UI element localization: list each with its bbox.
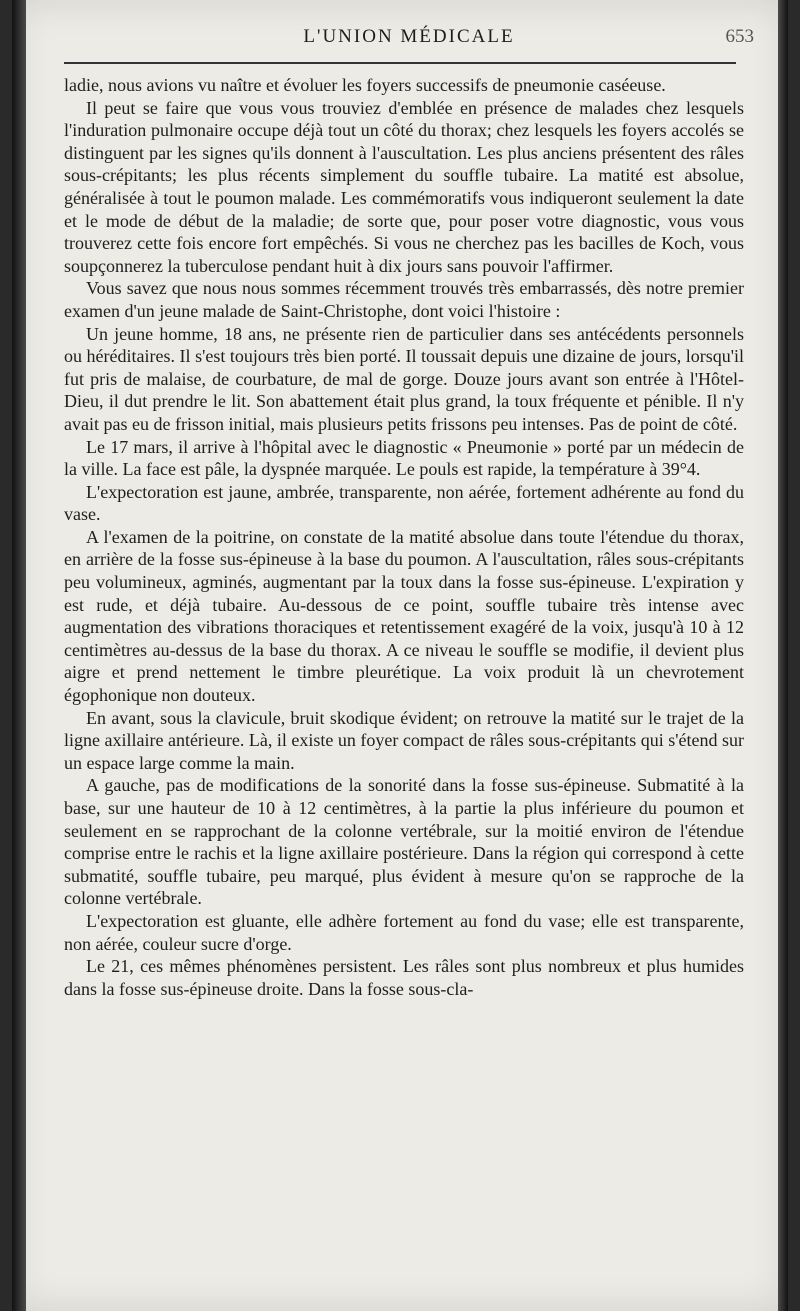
paragraph: A l'examen de la poitrine, on constate de la matité absolue dans toute l'étendue du thorax, en arrière de la fosse sus-épineuse à la base du poumon. A l'auscultation, râles sous-crépitants peu volumineux, agminés, augmentant par la toux dans la fosse sus-épineuse. L'expiration y est rude, et déjà tubaire. Au-dessous de ce point, souffle tubaire très intense avec augmentation des vibrations thoraciques et retentissement exagéré de la voix, jusqu'à 10 à 12 centimètres au-dessus de la base du thorax. A ce niveau le souffle se modifie, il devient plus aigre et prend nettement le timbre pleurétique. La voix produit là un chevrotement égophonique non douteux.	[64, 526, 744, 706]
paragraph: L'expectoration est jaune, ambrée, transparente, non aérée, fortement adhérente au fond du vase.	[64, 481, 744, 525]
page-right-edge	[778, 0, 788, 1311]
page-left-edge	[12, 0, 26, 1311]
paragraph: Le 21, ces mêmes phénomènes persistent. Les râles sont plus nombreux et plus humides dans la fosse sus-épineuse droite. Dans la fosse sous-cla-	[64, 956, 744, 999]
header-rule	[64, 62, 736, 64]
paragraph: A gauche, pas de modifications de la sonorité dans la fosse sus-épineuse. Submatité à la base, sur une hauteur de 10 à 12 centimètres, à la partie la plus inférieure du poumon et seulement en se rapprochant de la colonne vertébrale, sur la moitié environ de l'étendue comprise entre le rachis et la ligne axillaire postérieure. Dans la région qui correspond à cette submatité, souffle tubaire, peu marqué, plus évident à mesure qu'on se rapproche de la colonne vertébrale.	[64, 775, 744, 909]
page-number: 653	[725, 26, 754, 47]
paragraph: Vous savez que nous nous sommes récemment trouvés très embarrassés, dès notre premier examen d'un jeune malade de Saint-Christophe, dont voici l'histoire :	[64, 278, 744, 321]
paragraph: L'expectoration est gluante, elle adhère fortement au fond du vase; elle est transparente, non aérée, couleur sucre d'orge.	[64, 910, 744, 954]
paragraph: Un jeune homme, 18 ans, ne présente rien de particulier dans ses antécédents personnels ou héréditaires. Il s'est toujours très bien porté. Il toussait depuis une dizaine de jours, lorsqu'il fut pris de malaise, de courbature, de mal de gorge. Douze jours avant son entrée à l'Hôtel-Dieu, il dut prendre le lit. Son abattement était plus grand, la toux fréquente et pénible. Il n'y avait pas eu de frisson initial, mais plusieurs petits frissons peu intenses. Pas de point de côté.	[64, 323, 744, 434]
paragraph: ladie, nous avions vu naître et évoluer les foyers successifs de pneumonie caséeuse.	[64, 75, 666, 95]
journal-title: L'UNION MÉDICALE	[303, 26, 515, 47]
paragraph: En avant, sous la clavicule, bruit skodique évident; on retrouve la matité sur le trajet de la ligne axillaire antérieure. Là, il existe un foyer compact de râles sous-crépitants qui s'étend sur un espace large comme la main.	[64, 707, 744, 773]
running-header	[64, 26, 754, 56]
paragraph: Le 17 mars, il arrive à l'hôpital avec le diagnostic « Pneumonie » porté par un médecin de la ville. La face est pâle, la dyspnée marquée. Le pouls est rapide, la température à 39°4.	[64, 436, 744, 480]
paragraph: Il peut se faire que vous vous trouviez d'emblée en présence de malades chez lesquels l'induration pulmonaire occupe déjà tout un côté du thorax; chez lesquels les foyers accolés se distinguent par les signes qu'ils donnent à l'auscultation. Les plus anciens présentent des râles sous-crépitants; les plus récents simplement du souffle tubaire. La matité est absolue, généralisée à tout le poumon malade. Les commémoratifs vous indiqueront seulement la date et le mode de début de la maladie; de sorte que, pour poser votre diagnostic, vous vous trouverez cette fois encore fort empêchés. Si vous ne cherchez pas les bacilles de Koch, vous soupçonnerez la tuberculose pendant huit à dix jours sans pouvoir l'affirmer.	[64, 97, 744, 276]
book-page	[12, 0, 788, 1311]
body-text	[64, 74, 744, 1000]
